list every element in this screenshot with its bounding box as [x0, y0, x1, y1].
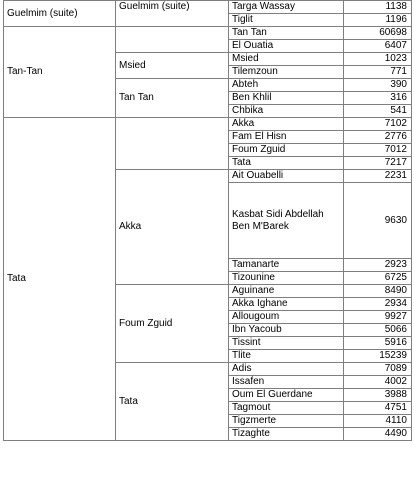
province-cell: Tata [4, 118, 116, 441]
value-cell: 5066 [344, 324, 412, 337]
value-cell: 4751 [344, 402, 412, 415]
table-row [4, 1, 412, 14]
value-cell: 3988 [344, 389, 412, 402]
commune-cell: Tamanarte [229, 259, 344, 272]
value-cell: 1138 [344, 1, 412, 14]
commune-cell: Targa Wassay [229, 1, 344, 14]
cercle-cell: Tata [116, 363, 229, 441]
value-cell: 60698 [344, 27, 412, 40]
value-cell: 771 [344, 66, 412, 79]
province-cell: Guelmim (suite) [4, 1, 116, 27]
value-cell: 9927 [344, 311, 412, 324]
commune-cell: El Ouatia [229, 40, 344, 53]
commune-cell: Ben Khlil [229, 92, 344, 105]
value-cell: 7012 [344, 144, 412, 157]
value-cell: 2231 [344, 170, 412, 183]
commune-cell: Aguinane [229, 285, 344, 298]
value-cell: 2776 [344, 131, 412, 144]
cercle-cell: Foum Zguid [116, 285, 229, 363]
cercle-cell: Msied [116, 53, 229, 79]
commune-cell: Adis [229, 363, 344, 376]
commune-cell: Ait Ouabelli [229, 170, 344, 183]
commune-cell: Abteh [229, 79, 344, 92]
value-cell: 390 [344, 79, 412, 92]
value-cell: 2934 [344, 298, 412, 311]
cercle-cell [116, 27, 229, 53]
value-cell: 9630 [344, 183, 412, 259]
commune-cell: Tiglit [229, 14, 344, 27]
value-cell: 7102 [344, 118, 412, 131]
value-cell: 4110 [344, 415, 412, 428]
value-cell: 6407 [344, 40, 412, 53]
commune-cell: Tilemzoun [229, 66, 344, 79]
table-row [4, 118, 412, 131]
value-cell: 4490 [344, 428, 412, 441]
commune-cell: Tissint [229, 337, 344, 350]
cercle-cell: Tan Tan [116, 79, 229, 118]
value-cell: 4002 [344, 376, 412, 389]
commune-cell: Tigzmerte [229, 415, 344, 428]
value-cell: 2923 [344, 259, 412, 272]
value-cell: 316 [344, 92, 412, 105]
commune-cell: Foum Zguid [229, 144, 344, 157]
commune-cell: Fam El Hisn [229, 131, 344, 144]
value-cell: 15239 [344, 350, 412, 363]
value-cell: 6725 [344, 272, 412, 285]
province-cell: Tan-Tan [4, 27, 116, 118]
value-cell: 5916 [344, 337, 412, 350]
commune-cell: Chbika [229, 105, 344, 118]
cercle-cell [116, 118, 229, 170]
commune-cell: Ibn Yacoub [229, 324, 344, 337]
commune-cell: Tata [229, 157, 344, 170]
cercle-cell: Guelmim (suite) [116, 1, 229, 27]
commune-cell: Kasbat Sidi Abdellah Ben M'Barek [229, 183, 344, 259]
cercle-cell: Akka [116, 170, 229, 285]
commune-cell: Oum El Guerdane [229, 389, 344, 402]
commune-cell: Issafen [229, 376, 344, 389]
value-cell: 1196 [344, 14, 412, 27]
commune-cell: Akka Ighane [229, 298, 344, 311]
commune-cell: Akka [229, 118, 344, 131]
commune-cell: Tizaghte [229, 428, 344, 441]
commune-cell: Tan Tan [229, 27, 344, 40]
value-cell: 7217 [344, 157, 412, 170]
commune-cell: Tizounine [229, 272, 344, 285]
value-cell: 8490 [344, 285, 412, 298]
value-cell: 7089 [344, 363, 412, 376]
value-cell: 1023 [344, 53, 412, 66]
commune-cell: Tlite [229, 350, 344, 363]
commune-cell: Allougoum [229, 311, 344, 324]
commune-population-table [3, 0, 412, 441]
commune-cell: Msied [229, 53, 344, 66]
value-cell: 541 [344, 105, 412, 118]
table-row [4, 27, 412, 40]
commune-cell: Tagmout [229, 402, 344, 415]
